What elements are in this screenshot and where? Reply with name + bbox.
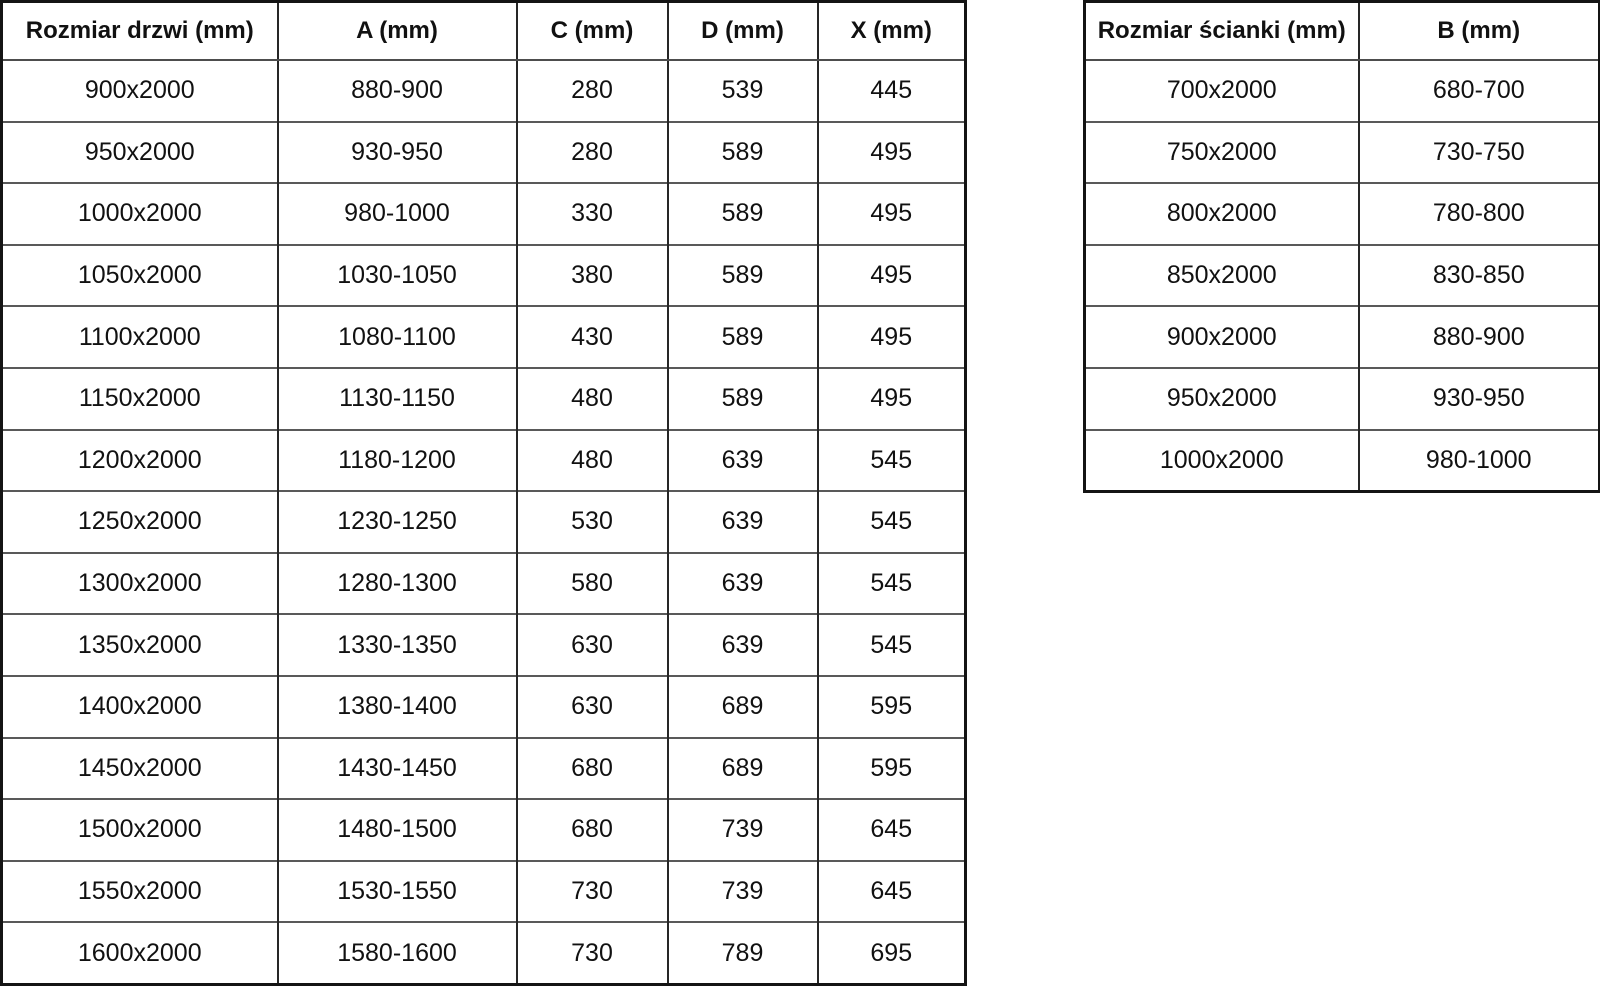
table-cell: 545 <box>818 614 966 676</box>
table-cell: 850x2000 <box>1085 245 1359 307</box>
table-cell: 700x2000 <box>1166 76 1277 105</box>
table-cell: 739 <box>668 861 818 923</box>
table-cell: 280 <box>517 60 668 122</box>
table-cell: 1300x2000 <box>2 553 278 615</box>
table-cell: 545 <box>818 430 966 492</box>
table-cell: 1080-1100 <box>278 306 517 368</box>
table-cell: 445 <box>818 60 966 122</box>
column-header: A (mm) <box>278 2 517 61</box>
table-cell: 589 <box>668 306 818 368</box>
table-row <box>2 922 966 984</box>
table-cell: 639 <box>668 553 818 615</box>
table-cell: 639 <box>668 430 818 492</box>
table-cell: 1600x2000 <box>2 922 278 984</box>
table-row <box>2 738 966 800</box>
table-cell: 1030-1050 <box>278 245 517 307</box>
table-cell: 880-900 <box>1359 306 1600 368</box>
table-cell: 1530-1550 <box>278 861 517 923</box>
table-cell: 1280-1300 <box>278 553 517 615</box>
table-cell: 900x2000 <box>1085 306 1359 368</box>
table-cell: 580 <box>517 553 668 615</box>
table-row <box>2 861 966 923</box>
table-cell: 680 <box>517 799 668 861</box>
table-row <box>2 245 966 307</box>
table-cell: 730 <box>517 861 668 923</box>
table-cell: 495 <box>818 306 966 368</box>
table-row <box>2 306 966 368</box>
table-cell: 680 <box>517 738 668 800</box>
table-cell: 480 <box>517 368 668 430</box>
table-cell: 545 <box>818 553 966 615</box>
table-cell: 750x2000 <box>1085 122 1359 184</box>
table-cell: 639 <box>668 491 818 553</box>
table-row <box>2 491 966 553</box>
table-cell: 950x2000 <box>1085 368 1359 430</box>
table-cell: 645 <box>818 861 966 923</box>
table-cell: 689 <box>668 676 818 738</box>
column-header: Rozmiar drzwi (mm) <box>2 2 278 61</box>
table-cell: 589 <box>668 368 818 430</box>
table-cell: 630 <box>517 676 668 738</box>
column-header: B (mm) <box>1359 2 1600 61</box>
table-row <box>2 368 966 430</box>
table-row <box>2 183 966 245</box>
table-cell: 595 <box>818 738 966 800</box>
table-row <box>2 60 966 122</box>
table-cell: 1000x2000 <box>1085 430 1359 492</box>
table-cell: 689 <box>668 738 818 800</box>
column-header: C (mm) <box>517 2 668 61</box>
table-cell: 1430-1450 <box>278 738 517 800</box>
table-cell: 595 <box>818 676 966 738</box>
table-cell: 1230-1250 <box>278 491 517 553</box>
table-cell: 1050x2000 <box>2 245 278 307</box>
table-cell: 900x2000 <box>84 76 195 105</box>
table-cell: 1580-1600 <box>278 922 517 984</box>
table-cell: 495 <box>818 183 966 245</box>
table-cell: 1350x2000 <box>2 614 278 676</box>
table-cell: 950x2000 <box>2 122 278 184</box>
door-table-body <box>2 60 966 984</box>
table-cell: 1000x2000 <box>2 183 278 245</box>
table-cell: 780-800 <box>1359 183 1600 245</box>
table-cell: 1250x2000 <box>2 491 278 553</box>
wall-size-table <box>1083 0 1600 493</box>
table-cell: 930-950 <box>278 122 517 184</box>
table-row <box>1085 183 1600 245</box>
column-header: Rozmiar ścianki (mm) <box>1085 2 1359 61</box>
table-cell: 630 <box>517 614 668 676</box>
table-cell: 1150x2000 <box>2 368 278 430</box>
table-cell: 495 <box>818 122 966 184</box>
table-row <box>2 122 966 184</box>
table-cell: 639 <box>668 614 818 676</box>
table-row <box>1085 430 1600 492</box>
table-cell: 280 <box>517 122 668 184</box>
table-cell: 1380-1400 <box>278 676 517 738</box>
table-row <box>1085 122 1600 184</box>
table-cell: 980-1000 <box>1359 430 1600 492</box>
table-cell: 800x2000 <box>1085 183 1359 245</box>
column-header: D (mm) <box>668 2 818 61</box>
table-cell: 1480-1500 <box>278 799 517 861</box>
table-cell: 545 <box>818 491 966 553</box>
table-cell: 680-700 <box>1359 60 1600 122</box>
door-table-header-row <box>2 2 966 61</box>
table-cell: 495 <box>818 368 966 430</box>
table-cell: 1500x2000 <box>2 799 278 861</box>
table-cell: 480 <box>517 430 668 492</box>
table-cell: 495 <box>818 245 966 307</box>
table-cell: 1450x2000 <box>2 738 278 800</box>
table-row <box>2 799 966 861</box>
column-header: X (mm) <box>818 2 966 61</box>
table-cell: 1180-1200 <box>278 430 517 492</box>
table-cell: 1130-1150 <box>278 368 517 430</box>
table-cell: 730 <box>517 922 668 984</box>
table-row <box>2 614 966 676</box>
table-row <box>2 553 966 615</box>
table-cell: 1400x2000 <box>2 676 278 738</box>
table-cell: 380 <box>517 245 668 307</box>
table-cell: 589 <box>668 122 818 184</box>
table-cell: 830-850 <box>1359 245 1600 307</box>
wall-table-body <box>1085 60 1600 492</box>
table-cell: 589 <box>668 183 818 245</box>
table-row <box>1085 306 1600 368</box>
table-cell: 930-950 <box>1359 368 1600 430</box>
table-row <box>1085 368 1600 430</box>
table-row <box>1085 245 1600 307</box>
table-row <box>1085 60 1600 122</box>
table-cell: 1200x2000 <box>2 430 278 492</box>
table-row <box>2 430 966 492</box>
table-cell: 589 <box>668 245 818 307</box>
table-cell: 730-750 <box>1359 122 1600 184</box>
table-cell: 1100x2000 <box>2 306 278 368</box>
table-cell: 530 <box>517 491 668 553</box>
table-row <box>2 676 966 738</box>
table-cell: 539 <box>668 60 818 122</box>
table-cell: 645 <box>818 799 966 861</box>
table-cell: 1330-1350 <box>278 614 517 676</box>
table-cell: 739 <box>668 799 818 861</box>
table-cell: 1550x2000 <box>2 861 278 923</box>
table-cell: 695 <box>818 922 966 984</box>
table-cell: 789 <box>668 922 818 984</box>
wall-table-header-row <box>1085 2 1600 61</box>
table-cell: 880-900 <box>278 60 517 122</box>
table-cell: 980-1000 <box>278 183 517 245</box>
table-cell: 330 <box>517 183 668 245</box>
table-cell: 430 <box>517 306 668 368</box>
